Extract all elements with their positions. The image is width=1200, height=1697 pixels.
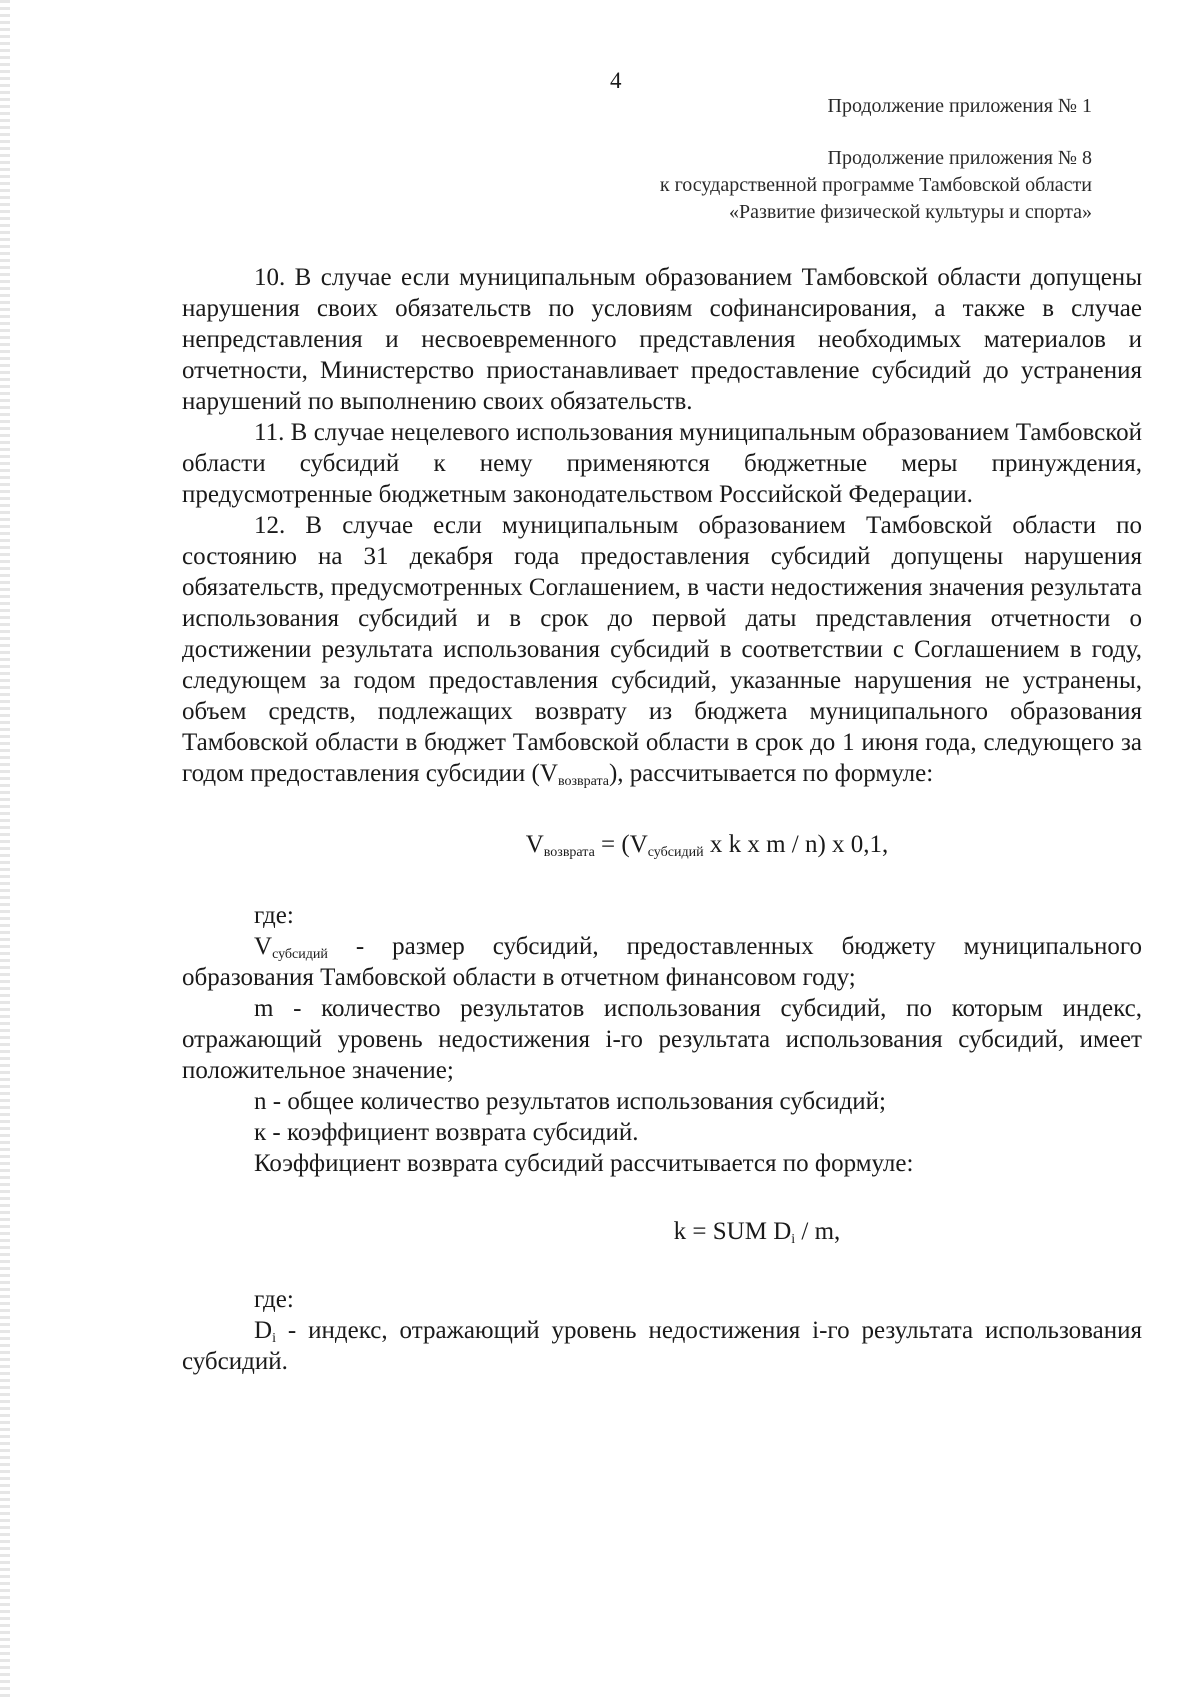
formula-part: = (V <box>594 831 648 858</box>
header-line: к государственной программе Тамбовской области <box>659 174 1092 196</box>
definition-d <box>182 1315 1142 1377</box>
page-number: 4 <box>610 68 622 93</box>
formula-symbol: D <box>254 1317 273 1344</box>
formula-return-volume <box>182 829 1142 860</box>
coefficient-intro: Коэффициент возврата субсидий рассчитывается по формуле: <box>254 1150 914 1177</box>
subscript: возврата <box>557 774 609 789</box>
subscript: субсидий <box>647 845 704 860</box>
subscript: возврата <box>543 845 595 860</box>
definition-m: m - количество результатов использования субсидий, по которым индекс, отражающий уровень недостижения i-го результата использования субсидий, имеет положительное значение; <box>182 995 1142 1084</box>
definition-n: n - общее количество результатов использования субсидий; <box>254 1088 887 1115</box>
definition-k: к - коэффициент возврата субсидий. <box>254 1119 639 1146</box>
definition-text: - размер субсидий, предоставленных бюджету муниципального образования Тамбовской области в отчетном финансовом году; <box>182 933 1142 991</box>
document-body <box>182 262 1142 1377</box>
definition-v-subsidies <box>182 931 1142 993</box>
formula-part: / m, <box>795 1218 841 1245</box>
header-line: «Развитие физической культуры и спорта» <box>728 201 1092 223</box>
formula-part: x k x m / n) x 0,1, <box>703 831 889 858</box>
header-line: Продолжение приложения № 1 <box>827 95 1092 117</box>
scan-edge-artifact <box>0 0 10 1697</box>
paragraph-text: 12. В случае если муниципальным образованием Тамбовской области по состоянию на 31 декабря года предоставления субсидий допущены нарушения обязательств, предусмотренных Соглашением, в части недостижения значения результата использования субсидий и в срок до первой даты представления отчетности о достижении результата использования субсидий в соответствии с Соглашением в году, следующем за годом предоставления субсидий, указанные нарушения не устранены, объем средств, подлежащих возврату из бюджета муниципального образования Тамбовской области в бюджет Тамбовской области в срок до 1 июня года, следующего за годом предоставления субсидии (V <box>182 512 1142 787</box>
subscript: субсидий <box>272 947 328 962</box>
subscript: i <box>791 1232 796 1247</box>
where-label: где: <box>254 902 294 929</box>
paragraph-12 <box>182 510 1142 789</box>
paragraph-11: 11. В случае нецелевого использования муниципальным образованием Тамбовской области субсидий к нему применяются бюджетные меры принуждения, предусмотренные бюджетным законодательством Российской Федерации. <box>182 419 1142 508</box>
appendix-header-8 <box>660 145 1092 226</box>
definition-text: - индекс, отражающий уровень недостижения i-го результата использования субсидий. <box>182 1317 1142 1375</box>
header-line: Продолжение приложения № 8 <box>827 147 1092 169</box>
appendix-header-1 <box>828 93 1092 120</box>
subscript: i <box>272 1331 276 1346</box>
formula-part: k = SUM D <box>673 1218 792 1245</box>
where-label: где: <box>254 1286 294 1313</box>
formula-symbol: V <box>254 933 273 960</box>
paragraph-10: 10. В случае если муниципальным образованием Тамбовской области допущены нарушения своих обязательств по условиям софинансирования, а также в случае непредставления и несвоевременного представления необходимых материалов и отчетности, Министерство приостанавливает предоставление субсидий до устранения нарушений по выполнению своих обязательств. <box>182 264 1142 415</box>
paragraph-text: ), рассчитывается по формуле: <box>608 760 934 787</box>
formula-symbol: V <box>525 831 544 858</box>
formula-coefficient <box>182 1216 1142 1247</box>
